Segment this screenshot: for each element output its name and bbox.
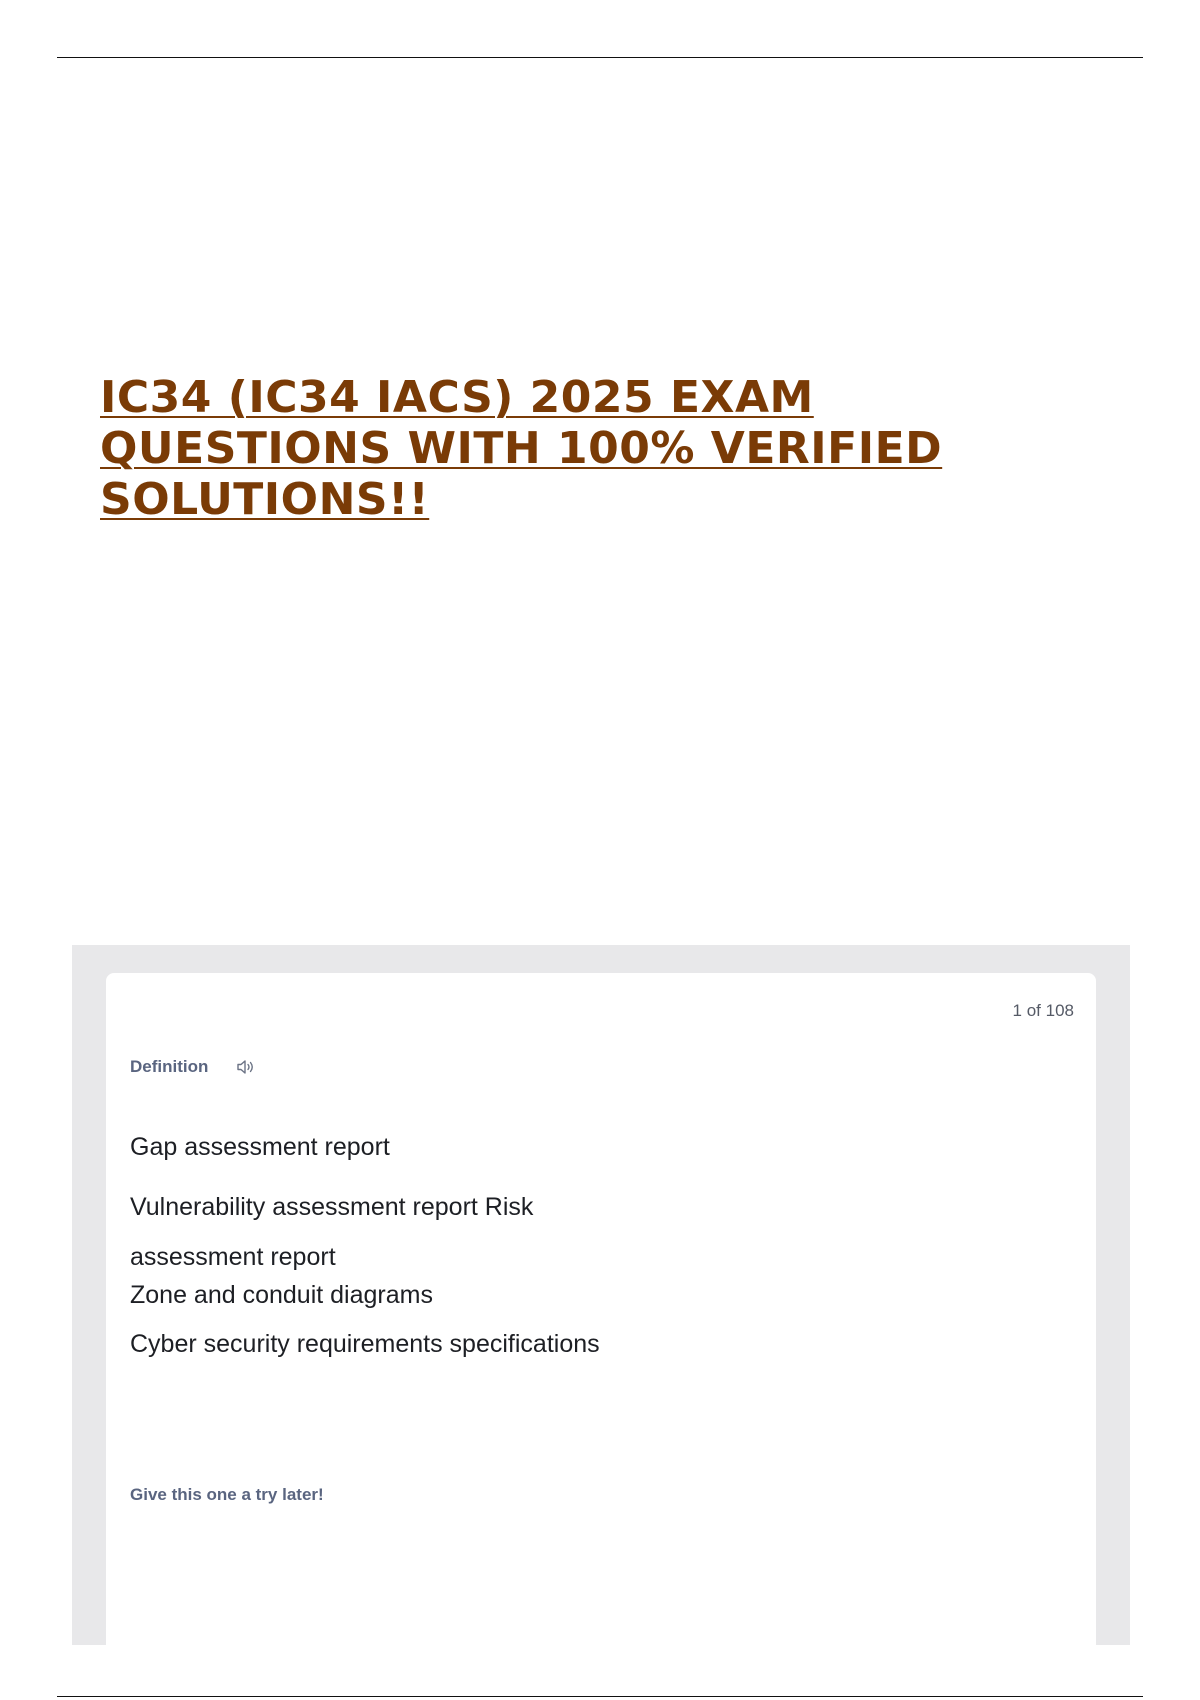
card-counter: 1 of 108 [1012,1001,1074,1020]
definition-line: Vulnerability assessment report Risk [130,1193,534,1221]
title-line: QUESTIONS WITH 100% VERIFIED [100,423,943,474]
definition-line: assessment report [130,1243,336,1271]
bottom-rule [57,1696,1143,1697]
definition-line: Zone and conduit diagrams [130,1281,433,1309]
definition-line: Gap assessment report [130,1133,390,1161]
document-title [100,372,1000,525]
definition-line: Cyber security requirements specifications [130,1330,600,1358]
title-line: SOLUTIONS!! [100,474,430,525]
top-rule [57,57,1143,58]
definition-header [130,1057,256,1077]
flashcard[interactable] [106,973,1096,1645]
try-later-link[interactable]: Give this one a try later! [130,1485,324,1504]
definition-label: Definition [130,1057,209,1076]
speaker-icon[interactable] [236,1059,256,1075]
title-line: IC34 (IC34 IACS) 2025 EXAM [100,372,814,423]
